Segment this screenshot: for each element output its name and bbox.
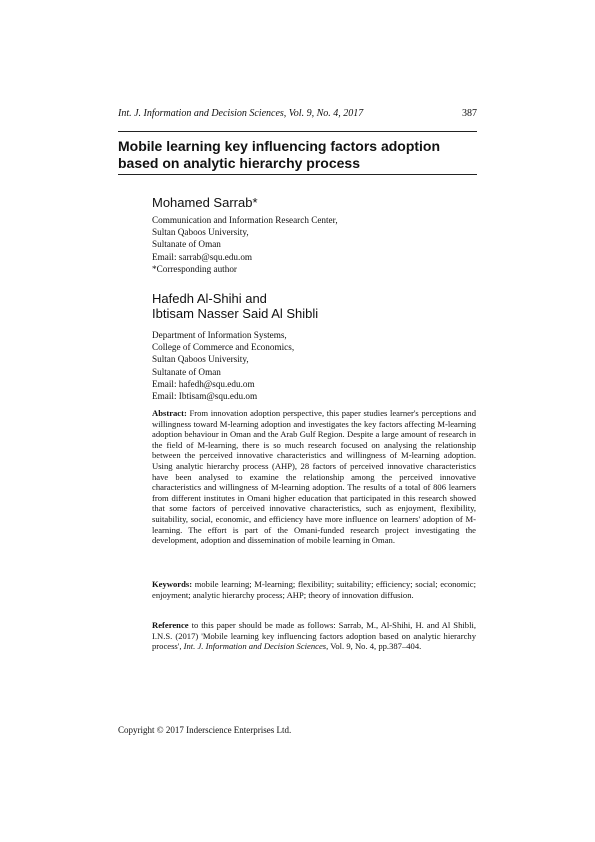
- corresponding-note: *Corresponding author: [152, 263, 237, 274]
- affil-1-line: Communication and Information Research Center,: [152, 215, 338, 225]
- top-rule: [118, 131, 477, 132]
- page-number: 387: [462, 108, 477, 119]
- journal-citation: Int. J. Information and Decision Sciences, Vol. 9, No. 4, 2017: [118, 108, 364, 119]
- copyright-notice: Copyright © 2017 Inderscience Enterprises Ltd.: [118, 725, 292, 735]
- title-line-2: based on analytic hierarchy process: [118, 155, 360, 171]
- running-header: [118, 108, 477, 119]
- title-rule: [118, 174, 477, 175]
- author-2-name-line: Hafedh Al-Shihi and: [152, 291, 267, 306]
- author-3-email: Email: Ibtisam@squ.edu.om: [152, 391, 258, 402]
- keywords-text: mobile learning; M-learning; flexibility; suitability; efficiency; social; economic; enjoyment; analytic hierarchy process; AHP; theory of innovation diffusion.: [152, 579, 476, 600]
- author-1-name: Mohamed Sarrab*: [152, 195, 258, 210]
- paper-title: [118, 138, 477, 172]
- affil-2-line: Sultanate of Oman: [152, 366, 221, 377]
- abstract-label: Abstract:: [152, 408, 187, 418]
- reference-lead: to this paper should be made as follows: Sarrab, M., Al-Shihi, H. and Al Shibli, I.N.S. (2017) 'Mobile learning key influencing factors adoption based on analytic hierarchy process',: [152, 620, 476, 652]
- author-1-affiliation: [152, 214, 338, 275]
- affil-2-line: Department of Information Systems,: [152, 330, 287, 340]
- affil-1-line: Sultan Qaboos University,: [152, 227, 249, 238]
- keywords-label: Keywords:: [152, 579, 193, 589]
- author-2-email: Email: hafedh@squ.edu.om: [152, 378, 255, 389]
- abstract-text: From innovation adoption perspective, this paper studies learner's perceptions and willingness toward M-learning adoption and investigates the key factors affecting M-learning adoption behaviour in Oman and the Arab Gulf Region. Despite a large amount of research in the field of M-learning, there is so much research focused on analysing the relationship between the perceived innovative characteristics and willingness of M-learning adoption. Using analytic hierarchy process (AHP), 28 factors of perceived innovative characteristics have been analysed to examine the relationship among the perceived innovative characteristics and willingness of M-learning adoption. The results of a total of 806 learners from different institutes in Omani higher education that participated in this research showed that some factors of perceived innovative characteristics, such as enjoyment, flexibility, suitability, social, economic, and efficiency have more influence on learners' adoption of M-learning. The effort is part of the Omani-funded research project investigating the development, adoption and dissemination of mobile learning in Oman.: [152, 408, 476, 546]
- affil-1-line: Sultanate of Oman: [152, 239, 221, 250]
- reference-tail: , Vol. 9, No. 4, pp.387–404.: [326, 641, 422, 652]
- author-2-affiliation: [152, 329, 294, 402]
- author-1-email: Email: sarrab@squ.edu.om: [152, 251, 253, 262]
- reference-label: Reference: [152, 620, 189, 630]
- affil-2-line: Sultan Qaboos University,: [152, 354, 249, 365]
- author-2-names: [152, 291, 318, 321]
- keywords: [152, 579, 476, 600]
- author-2-name-line: Ibtisam Nasser Said Al Shibli: [152, 306, 319, 321]
- abstract: [152, 408, 476, 546]
- affil-2-line: College of Commerce and Economics,: [152, 342, 295, 353]
- reference-journal: Int. J. Information and Decision Sciences: [183, 641, 327, 652]
- title-line-1: Mobile learning key influencing factors adoption: [118, 138, 441, 154]
- reference: [152, 620, 476, 652]
